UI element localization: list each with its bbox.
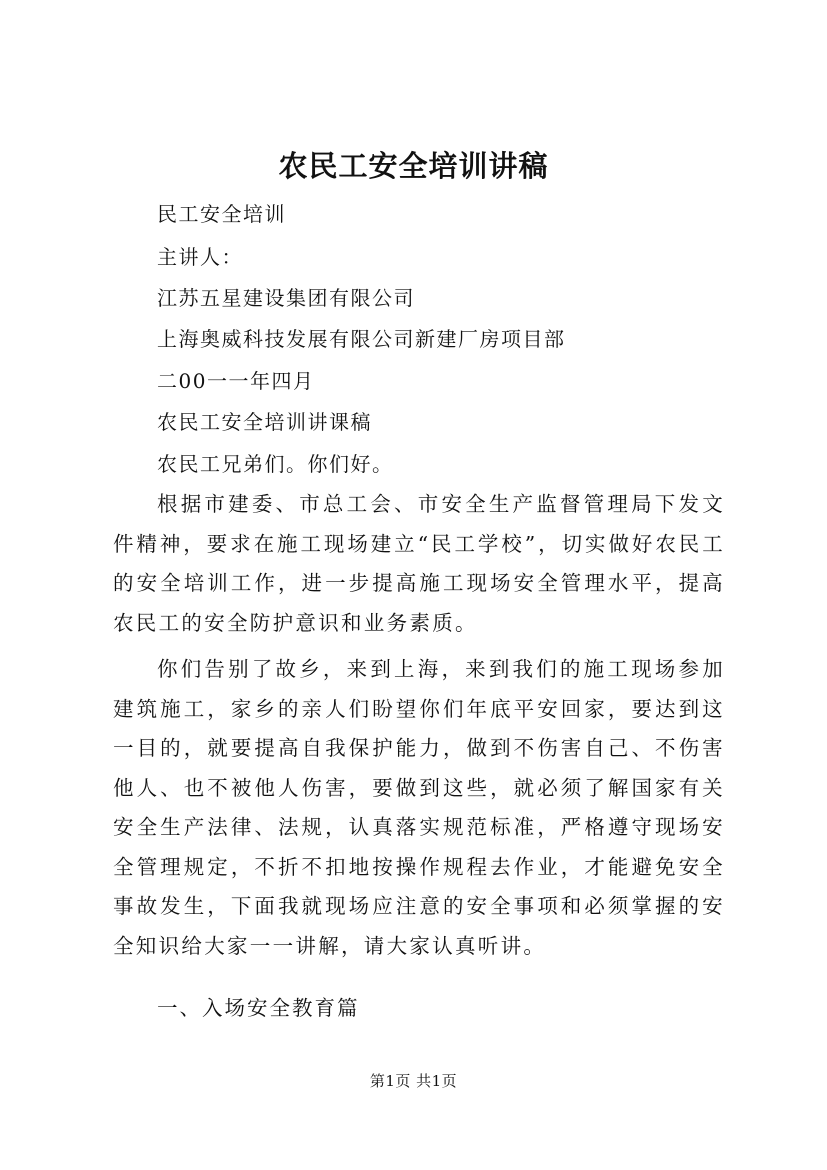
header-line-training: 民工安全培训 — [157, 202, 286, 226]
body-paragraph-2: 你们告别了故乡，来到上海，来到我们的施工现场参加建筑施工，家乡的亲人们盼望你们年底平安回家，要达到这一目的，就要提高自我保护能力，做到不伤害自己、不伤害他人、也不被他人伤害，要做到这些，就必须了解国家有关安全生产法律、法规，认真落实规范标准，严格遵守现场安全管理规定，不折不扣地按操作规程去作业，才能避免安全事故发生，下面我就现场应注意的安全事项和必须掌握的安全知识给大家一一讲解，请大家认真听讲。 — [113, 657, 725, 958]
header-line-project: 上海奥威科技发展有限公司新建厂房项目部 — [157, 327, 566, 351]
header-line-subtitle: 农民工安全培训讲课稿 — [157, 410, 372, 434]
page-footer: 第1页 共1页 — [369, 1072, 458, 1090]
header-line-date: 二00一一年四月 — [157, 369, 315, 393]
section-heading: 一、入场安全教育篇 — [157, 996, 360, 1020]
header-line-speaker: 主讲人： — [157, 245, 243, 269]
header-line-company: 江苏五星建设集团有限公司 — [157, 286, 415, 310]
document-title: 农民工安全培训讲稿 — [278, 149, 549, 183]
header-line-greeting: 农民工兄弟们。你们好。 — [157, 452, 394, 476]
body-paragraph-1: 根据市建委、市总工会、市安全生产监督管理局下发文件精神，要求在施工现场建立“民工学校”，切实做好农民工的安全培训工作，进一步提高施工现场安全管理水平，提高农民工的安全防护意识和业务素质。 — [113, 492, 725, 635]
